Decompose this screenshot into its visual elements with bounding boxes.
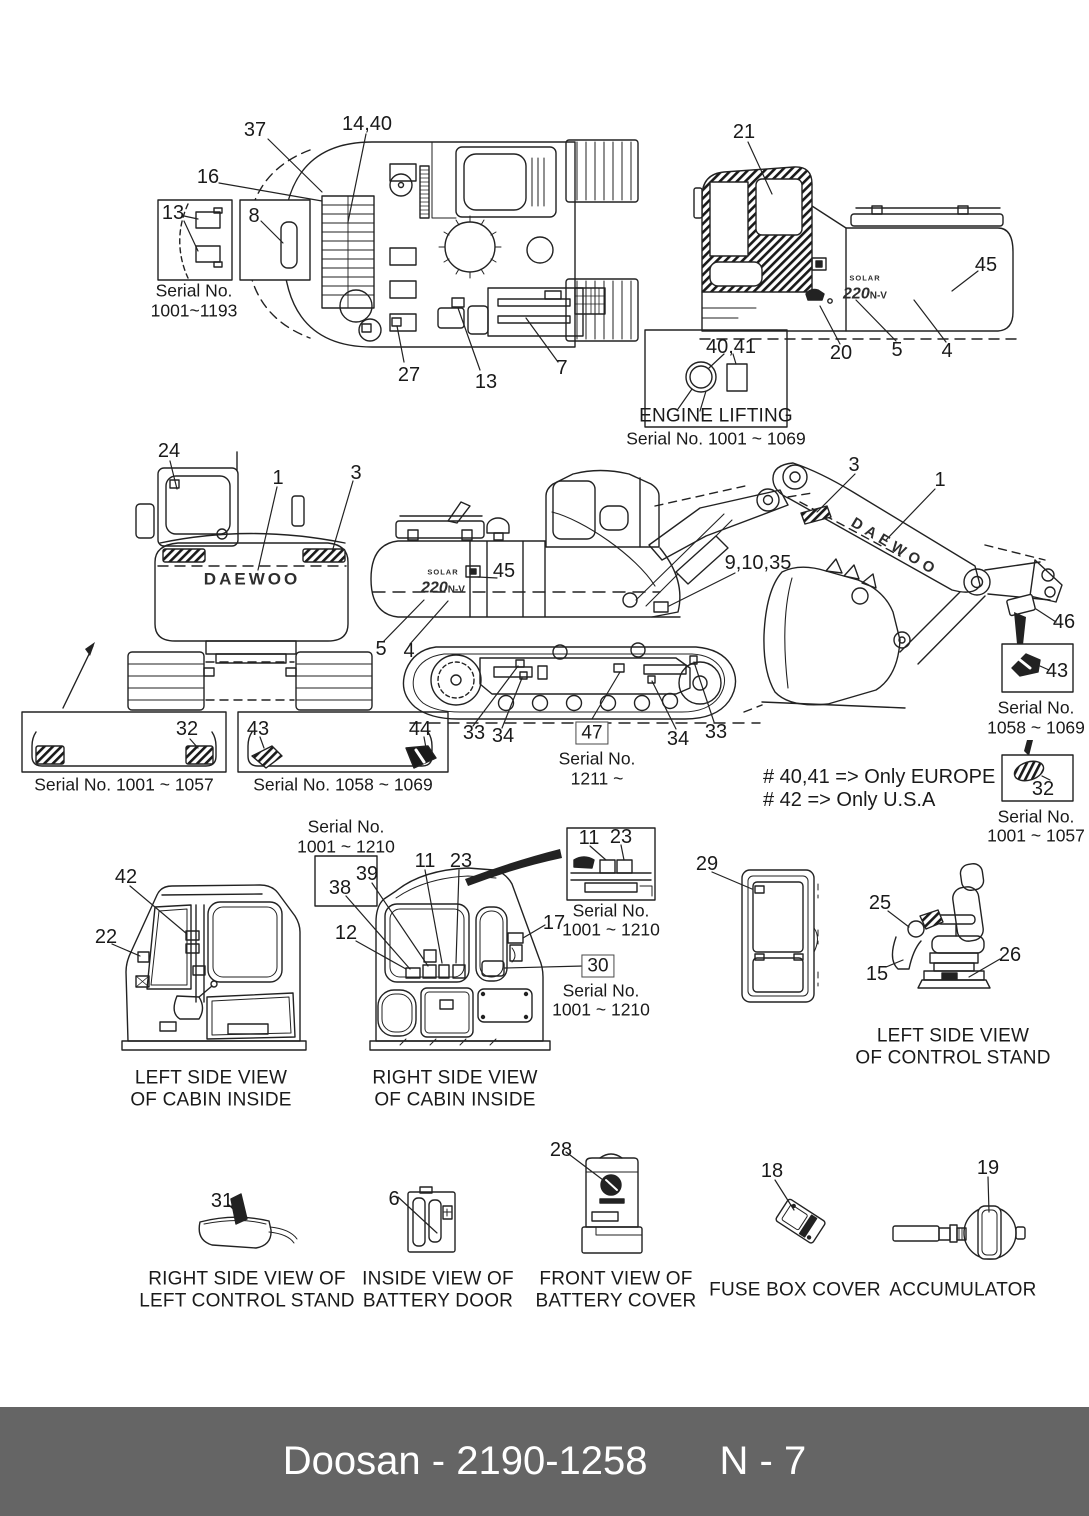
callout-4-main: 4 [403,640,415,662]
model-suffix-text: N-V [869,289,887,301]
callout-9-10-35: 9,10,35 [724,552,792,574]
model-suffix-text: N-V [447,583,465,595]
callout-19: 19 [976,1157,1000,1179]
engine-lifting-caption: ENGINE LIFTING [639,405,793,427]
right-cabin-caption-2: OF CABIN INSIDE [374,1089,536,1111]
serial-label-right-2: Serial No. [997,806,1075,827]
callout-40-41: 40,41 [705,336,757,358]
serial-1001-1069: Serial No. 1001 ~ 1069 [626,428,806,449]
callout-29: 29 [695,853,719,875]
serial-range-mid: 1001 ~ 1210 [297,836,395,857]
footer-page-number: N - 7 [719,1439,807,1483]
serial-label-mid: Serial No. [307,816,385,837]
main-side-view-drawing [371,471,812,730]
series-text: SOLAR [427,567,459,577]
callout-13-box: 13 [161,202,185,224]
callout-39: 39 [355,863,379,885]
callout-32-boxa: 32 [175,718,199,740]
callout-5-upper: 5 [891,339,903,361]
callout-37: 37 [243,119,267,141]
arm-view-drawing [744,463,1076,801]
callout-22: 22 [94,926,118,948]
callout-47-boxed: 47 [575,722,608,745]
left-stand-caption-1: RIGHT SIDE VIEW OF [148,1268,346,1290]
callout-18: 18 [760,1160,784,1182]
accumulator-caption: ACCUMULATOR [889,1279,1037,1301]
callout-34-left: 34 [491,725,515,747]
note-europe: # 40,41 => Only EUROPE [763,766,996,788]
callout-46: 46 [1052,611,1076,633]
left-cabin-caption-2: OF CABIN INSIDE [130,1089,292,1111]
callout-14-40: 14,40 [341,113,393,135]
footer-bar [0,1407,1089,1516]
callout-11-cabin: 11 [414,850,436,872]
callout-38: 38 [328,877,352,899]
callout-23-cabin: 23 [449,850,473,872]
callout-45-main: 45 [492,560,516,582]
fuse-box-caption: FUSE BOX COVER [709,1279,881,1301]
callout-27: 27 [397,364,421,386]
callout-43-right: 43 [1045,660,1069,682]
callout-1-rear: 1 [272,467,284,489]
footer-doc-code: Doosan - 2190-1258 [282,1439,648,1483]
callout-11-inset: 11 [578,827,600,849]
model-text: 220 [843,284,870,302]
battery-cover-caption-2: BATTERY COVER [535,1290,697,1312]
callout-24: 24 [157,440,181,462]
serial-range-inset: 1001 ~ 1210 [562,919,660,940]
callout-33-right: 33 [704,721,728,743]
left-stand-caption-2: LEFT CONTROL STAND [139,1290,355,1312]
battery-door-caption-1: INSIDE VIEW OF [362,1268,514,1290]
note-usa: # 42 => Only U.S.A [763,789,936,811]
daewoo-logo-rear: DAEWOO [203,569,301,589]
battery-door-drawing [398,1187,455,1252]
callout-4-upper: 4 [941,340,953,362]
callout-16: 16 [196,166,220,188]
callout-34-right: 34 [666,728,690,750]
callout-12: 12 [334,922,358,944]
serial-label-right-1: Serial No. [997,697,1075,718]
callout-13: 13 [474,371,498,393]
callout-21: 21 [732,121,756,143]
control-stand-caption-2: OF CONTROL STAND [855,1047,1051,1069]
seat-drawing [886,863,1000,988]
model-logo-main [421,568,465,596]
serial-range-1058-1069: 1058 ~ 1069 [987,717,1085,738]
model-text: 220 [421,578,448,596]
left-cabin-caption-1: LEFT SIDE VIEW [134,1067,288,1089]
callout-1-boom: 1 [934,469,946,491]
door-drawing [712,870,818,1002]
callout-5-main: 5 [375,638,387,660]
callout-45-upper: 45 [974,254,998,276]
callout-6: 6 [388,1188,400,1210]
callout-31: 31 [210,1190,234,1212]
callout-28: 28 [549,1139,573,1161]
callout-17: 17 [542,912,566,934]
accumulator-drawing [893,1177,1025,1259]
callout-42: 42 [114,866,138,888]
battery-cover-caption-1: FRONT VIEW OF [539,1268,693,1290]
callout-44: 44 [408,718,432,740]
serial-range-1211: 1211 ~ [570,768,624,789]
serial-range-30: 1001 ~ 1210 [552,999,650,1020]
daewoo-logo-boom: DAEWOO [848,514,942,580]
serial-range-1001-1057: 1001 ~ 1057 [987,825,1085,846]
right-cabin-caption-1: RIGHT SIDE VIEW [372,1067,538,1089]
callout-3-rear: 3 [350,462,362,484]
callout-3-boom: 3 [848,454,860,476]
fuse-box-drawing [775,1180,826,1244]
model-logo-upper [843,274,887,302]
callout-23-inset: 23 [609,826,633,848]
callout-25: 25 [868,892,892,914]
series-text: SOLAR [849,273,881,283]
callout-7: 7 [556,357,568,379]
serial-label-inset: Serial No. [572,900,650,921]
callout-43-boxb: 43 [246,718,270,740]
upper-side-view-drawing [694,142,1016,344]
left-cabin-drawing [112,885,306,1050]
serial-1001-1057-a: Serial No. 1001 ~ 1057 [34,774,214,795]
callout-30-boxed: 30 [581,955,614,978]
serial-label-30: Serial No. [562,980,640,1001]
battery-door-caption-2: BATTERY DOOR [362,1290,514,1312]
callout-8: 8 [248,205,260,227]
serial-range-1193: 1001~1193 [150,300,238,321]
battery-cover-drawing [566,1152,642,1253]
callout-20: 20 [829,342,853,364]
callout-33-left: 33 [462,722,486,744]
serial-label-1193: Serial No. [155,280,233,301]
serial-label-1211: Serial No. [558,748,636,769]
control-stand-caption-1: LEFT SIDE VIEW [876,1025,1030,1047]
serial-1058-1069-b: Serial No. 1058 ~ 1069 [253,774,433,795]
callout-26: 26 [998,944,1022,966]
callout-32-right: 32 [1031,778,1055,800]
callout-15: 15 [865,963,889,985]
